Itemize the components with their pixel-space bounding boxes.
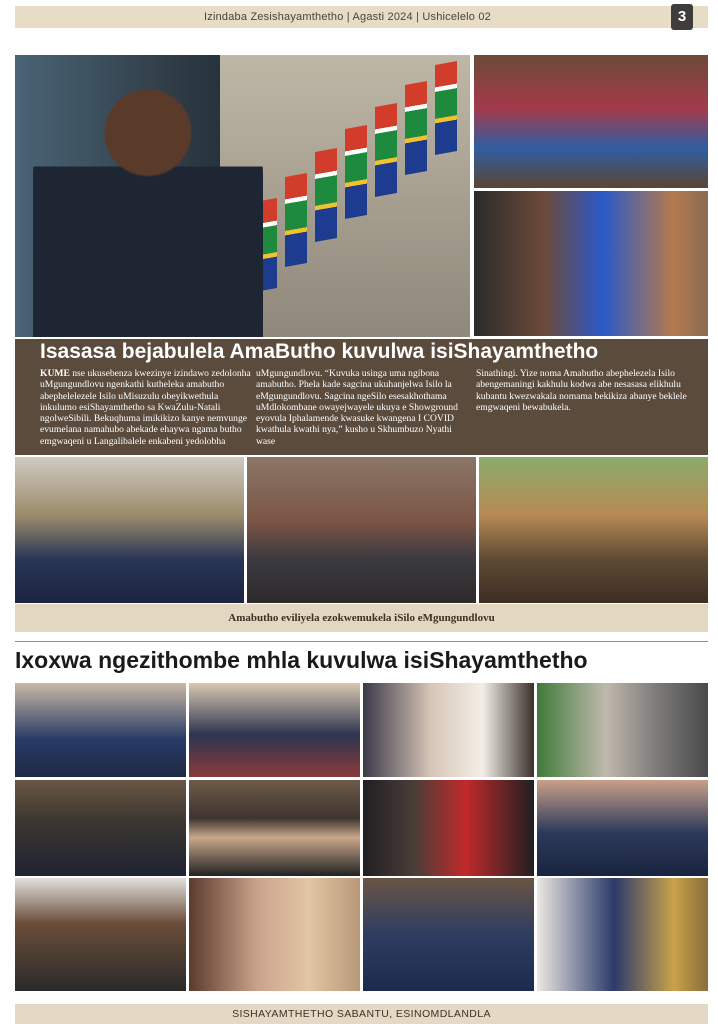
- flag-icon: [285, 173, 307, 267]
- flag-icon: [405, 81, 427, 175]
- photo-police-band: [15, 457, 244, 603]
- gallery-photo: [15, 780, 186, 876]
- flag-icon: [435, 61, 457, 155]
- photo-amabutho-warriors: [479, 457, 708, 603]
- gallery-photo: [189, 878, 360, 991]
- gallery-photo: [189, 683, 360, 777]
- gallery-photo: [189, 780, 360, 876]
- photo-caption: Amabutho eviliyela ezokwemukela iSilo eMgungundlovu: [228, 612, 495, 624]
- footer-text: SISHAYAMTHETHO SABANTU, ESINOMDLANDLA: [232, 1008, 491, 1020]
- gallery-photo: [15, 878, 186, 991]
- gallery-photo: [15, 683, 186, 777]
- story-title: Isasasa bejabulela AmaButho kuvulwa isiShayamthetho: [40, 340, 599, 363]
- page-number: 3: [671, 4, 693, 30]
- story-column-2: uMgungundlovu. “Kuvuka usinga uma ngibona amabutho. Phela kade sagcina ukuhanjelwa Isilo la eMgungundlovu. Sagcina ngeSilo esesakhothama uMdlokombane owayejwayele ukuya e Showground eyovula Iphalamende kwasuke kwangena I COVID kwathula kwathi nya,” kusho u Skhumbuzo Nyathi wase: [256, 368, 458, 447]
- gallery-photo: [537, 683, 708, 777]
- header-title: Izindaba Zesishayamthetho | Agasti 2024 | Ushicelelo 02: [204, 11, 491, 23]
- gallery-photo: [363, 878, 534, 991]
- photo-woman-in-blue-dress: [474, 191, 708, 336]
- photo-women-in-traditional-dress: [474, 55, 708, 188]
- flag-icon: [345, 125, 367, 219]
- gallery-title: Ixoxwa ngezithombe mhla kuvulwa isiShayamthetho: [15, 647, 588, 673]
- story-lead-word: KUME: [40, 368, 70, 379]
- flag-icon: [375, 103, 397, 197]
- speaker-figure: [33, 75, 263, 337]
- story-column-3: Sinathingi. Yize noma Amabutho abephelezela Isilo abengemaningi kakhulu kodwa abe nesasasa elikhulu kubantu kwezwakala nomama bekikiza abanye beklele emgwaqeni bewabukela.: [476, 368, 687, 413]
- gallery-photo: [363, 780, 534, 876]
- main-photo-speaker-with-flags: [15, 55, 470, 337]
- gallery-photo: [537, 780, 708, 876]
- gallery-photo: [537, 878, 708, 991]
- photo-crowd-in-street: [247, 457, 476, 603]
- flag-icon: [315, 148, 337, 242]
- gallery-photo: [363, 683, 534, 777]
- section-divider: [15, 641, 708, 642]
- story-column-1: KUME nse ukusebenza kwezinye izindawo zedolonha uMgungundlovu ngenkathi kutheleka amabutho abephelelezele Isilo uMisuzulu obeyikwethula inkulumo esiShayamthetho sa KwaZulu-Natali ngolweSibili. Bekuqhuma imikikizo kanye nemvunge evumelana namahubo abekade ehaywa ngama butho emgwaqeni u Langalibalele enkabeni yedolobha: [40, 368, 251, 447]
